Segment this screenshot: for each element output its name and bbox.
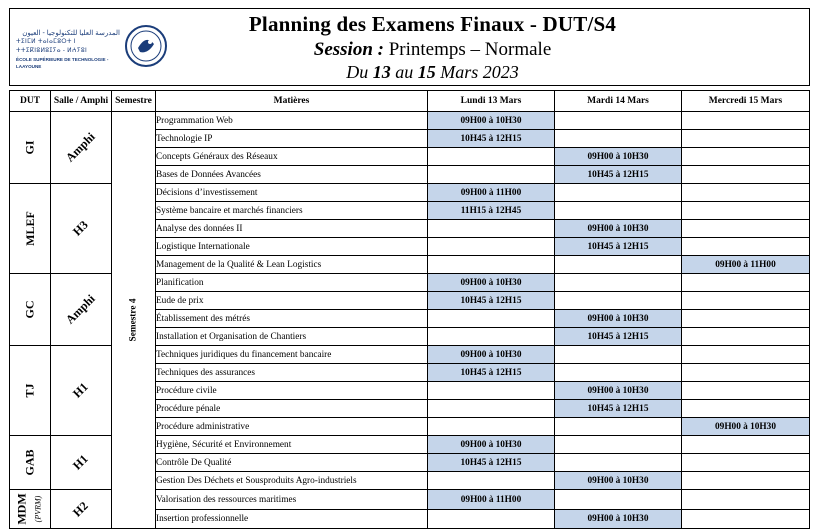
slot-mardi: 10H45 à 12H15 [555, 328, 682, 346]
slot-mardi [555, 418, 682, 436]
slot-mardi [555, 256, 682, 274]
slot-mardi [555, 274, 682, 292]
school-name-arabic: المدرسة العليا للتكنولوجيا - العيون [22, 30, 120, 37]
matiere-cell: Contrôle De Qualité [156, 454, 428, 472]
slot-mercredi: 09H00 à 11H00 [682, 256, 810, 274]
slot-lundi: 09H00 à 10H30 [428, 112, 555, 130]
slot-mardi [555, 454, 682, 472]
matiere-cell: Hygiène, Sécurité et Environnement [156, 436, 428, 454]
session-value: Printemps – Normale [388, 39, 552, 60]
slot-mardi [555, 292, 682, 310]
matiere-cell: Système bancaire et marchés financiers [156, 202, 428, 220]
slot-mercredi [682, 274, 810, 292]
slot-mercredi [682, 130, 810, 148]
slot-lundi: 10H45 à 12H15 [428, 364, 555, 382]
matiere-cell: Concepts Généraux des Réseaux [156, 148, 428, 166]
slot-lundi: 11H15 à 12H45 [428, 202, 555, 220]
matiere-cell: Insertion professionnelle [156, 510, 428, 529]
slot-mercredi [682, 238, 810, 256]
slot-mercredi [682, 166, 810, 184]
salle-label: H3 [70, 217, 92, 239]
dut-cell [10, 274, 51, 346]
slot-mercredi [682, 310, 810, 328]
slot-mercredi [682, 400, 810, 418]
col-header-dut: DUT [10, 91, 51, 112]
dut-cell [10, 490, 51, 529]
dut-label-wrap [22, 211, 37, 246]
matiere-cell: Management de la Qualité & Lean Logistics [156, 256, 428, 274]
slot-lundi: 10H45 à 12H15 [428, 454, 555, 472]
salle-label: Amphi [63, 129, 99, 165]
slot-mardi: 10H45 à 12H15 [555, 166, 682, 184]
slot-mardi [555, 184, 682, 202]
slot-lundi: 09H00 à 10H30 [428, 436, 555, 454]
slot-lundi [428, 256, 555, 274]
session-label: Session : [313, 39, 384, 60]
slot-mardi [555, 436, 682, 454]
date-month-year: Mars 2023 [440, 62, 519, 82]
slot-lundi: 10H45 à 12H15 [428, 292, 555, 310]
dut-label: GAB [22, 449, 37, 476]
schedule-body [10, 112, 810, 529]
slot-mercredi [682, 184, 810, 202]
slot-lundi [428, 382, 555, 400]
matiere-cell: Décisions d’investissement [156, 184, 428, 202]
dut-label-wrap [23, 301, 38, 319]
slot-lundi [428, 166, 555, 184]
semestre-label: Semestre 4 [128, 298, 139, 342]
matiere-cell: Installation et Organisation de Chantiers [156, 328, 428, 346]
slot-lundi: 09H00 à 10H30 [428, 274, 555, 292]
matiere-cell: Procédure pénale [156, 400, 428, 418]
slot-lundi: 09H00 à 11H00 [428, 490, 555, 510]
slot-mardi: 09H00 à 10H30 [555, 148, 682, 166]
date-start-day: 13 [372, 62, 391, 82]
school-name-french: ÉCOLE SUPÉRIEURE DE TECHNOLOGIE - LAAYOUNE [16, 57, 109, 69]
matiere-cell: Eude de prix [156, 292, 428, 310]
col-header-lundi: Lundi 13 Mars [428, 91, 555, 112]
slot-mercredi [682, 346, 810, 364]
col-header-matieres: Matières [156, 91, 428, 112]
slot-mardi: 09H00 à 10H30 [555, 382, 682, 400]
dut-label: GC [22, 300, 37, 319]
slot-mardi [555, 346, 682, 364]
slot-mardi: 09H00 à 10H30 [555, 220, 682, 238]
slot-mercredi [682, 364, 810, 382]
dut-label-wrap [22, 383, 37, 397]
document-header [9, 8, 810, 86]
slot-lundi [428, 418, 555, 436]
salle-cell [51, 184, 112, 274]
matiere-cell: Procédure civile [156, 382, 428, 400]
slot-mercredi [682, 436, 810, 454]
slot-lundi [428, 148, 555, 166]
slot-mercredi: 09H00 à 10H30 [682, 418, 810, 436]
slot-mercredi [682, 382, 810, 400]
school-logo [14, 23, 182, 71]
slot-mardi: 09H00 à 10H30 [555, 472, 682, 490]
dut-sublabel: (PVRM) [33, 495, 43, 523]
slot-mercredi [682, 292, 810, 310]
slot-mardi [555, 490, 682, 510]
matiere-cell: Techniques juridiques du financement bancaire [156, 346, 428, 364]
matiere-cell: Analyse des données II [156, 220, 428, 238]
slot-lundi [428, 472, 555, 490]
slot-mercredi [682, 510, 810, 529]
salle-label: Amphi [63, 291, 99, 327]
page-title: Planning des Examens Finaux - DUT/S4 [248, 12, 617, 36]
slot-lundi [428, 238, 555, 256]
salle-cell [51, 436, 112, 490]
slot-lundi: 09H00 à 11H00 [428, 184, 555, 202]
matiere-cell: Bases de Données Avancées [156, 166, 428, 184]
dut-label: GI [22, 140, 37, 155]
school-name-block [16, 29, 120, 70]
slot-mercredi [682, 454, 810, 472]
matiere-cell: Planification [156, 274, 428, 292]
dut-cell [10, 436, 51, 490]
slot-mercredi [682, 490, 810, 510]
slot-mardi: 10H45 à 12H15 [555, 400, 682, 418]
slot-mercredi [682, 112, 810, 130]
slot-mardi: 09H00 à 10H30 [555, 510, 682, 529]
dut-cell [10, 112, 51, 184]
salle-label: H1 [70, 451, 92, 473]
matiere-cell: Valorisation des ressources maritimes [156, 490, 428, 510]
slot-lundi: 09H00 à 10H30 [428, 346, 555, 364]
dut-label: MDM [14, 493, 29, 525]
slot-lundi [428, 510, 555, 529]
col-header-mardi: Mardi 14 Mars [555, 91, 682, 112]
slot-mardi: 10H45 à 12H15 [555, 238, 682, 256]
matiere-cell: Programmation Web [156, 112, 428, 130]
table-header-row [10, 91, 810, 112]
slot-mardi [555, 202, 682, 220]
slot-lundi [428, 310, 555, 328]
matiere-cell: Établissement des métrés [156, 310, 428, 328]
salle-label: H1 [70, 379, 92, 401]
matiere-cell: Techniques des assurances [156, 364, 428, 382]
col-header-mercredi: Mercredi 15 Mars [682, 91, 810, 112]
slot-lundi [428, 328, 555, 346]
date-au: au [395, 62, 414, 82]
salle-label: H2 [70, 498, 92, 520]
slot-mardi [555, 112, 682, 130]
slot-mardi [555, 130, 682, 148]
date-du: Du [346, 62, 369, 82]
matiere-cell: Procédure administrative [156, 418, 428, 436]
slot-mercredi [682, 220, 810, 238]
dut-label-wrap [22, 140, 37, 154]
slot-lundi [428, 400, 555, 418]
salle-cell [51, 490, 112, 529]
dut-label: TJ [22, 383, 37, 398]
matiere-cell: Technologie IP [156, 130, 428, 148]
exam-schedule-sheet [9, 8, 810, 525]
schedule-table [9, 90, 810, 529]
date-range [160, 62, 705, 83]
dut-cell [10, 346, 51, 436]
salle-cell [51, 112, 112, 184]
dut-label-wrap [22, 449, 37, 475]
slot-mardi [555, 364, 682, 382]
table-row [10, 112, 810, 130]
slot-lundi [428, 220, 555, 238]
slot-mardi: 09H00 à 10H30 [555, 310, 682, 328]
semestre-cell [112, 112, 156, 529]
matiere-cell: Logistique Internationale [156, 238, 428, 256]
slot-mercredi [682, 148, 810, 166]
salle-cell [51, 274, 112, 346]
slot-mercredi [682, 202, 810, 220]
col-header-salle: Salle / Amphi [51, 91, 112, 112]
col-header-semestre: Semestre [112, 91, 156, 112]
dut-label-wrap [15, 493, 45, 524]
dut-cell [10, 184, 51, 274]
matiere-cell: Gestion Des Déchets et Sousproduits Agro-industriels [156, 472, 428, 490]
school-name-tifinagh: ⵜⵉⵏⵎⵍ ⵜⴰⵏⴰⵎⵓⵔⵜ ⵏ ⵜⵜⵉⴽⵏⵓⵍⵓⵊⵢⴰ - ⵍⵄⵢⵓⵏ [16, 39, 88, 54]
date-end-day: 15 [417, 62, 436, 82]
slot-mercredi [682, 328, 810, 346]
slot-mercredi [682, 472, 810, 490]
salle-cell [51, 346, 112, 436]
session-line [160, 39, 705, 61]
dut-label: MLEF [22, 211, 37, 246]
slot-lundi: 10H45 à 12H15 [428, 130, 555, 148]
